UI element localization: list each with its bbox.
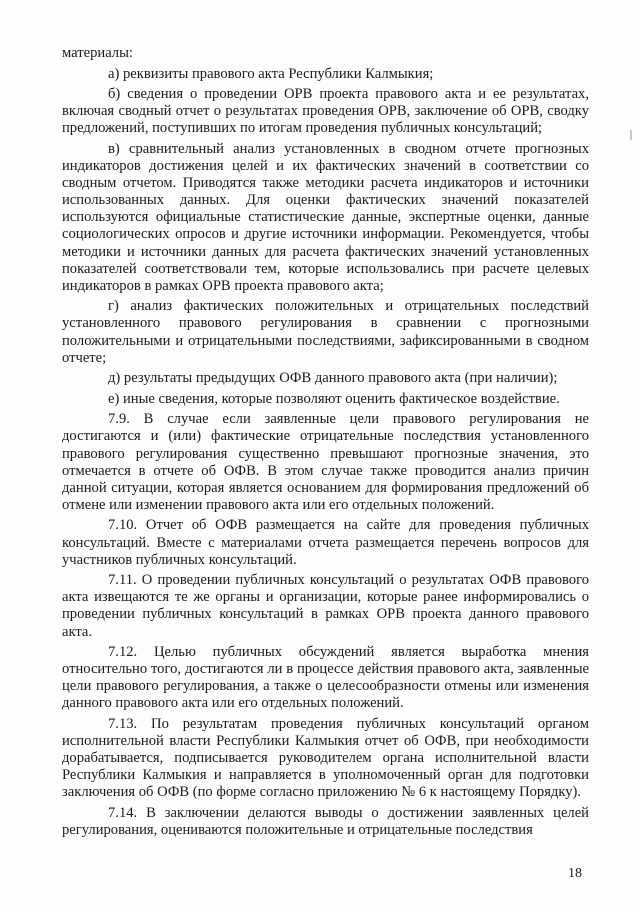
paragraph-item-a: а) реквизиты правового акта Республики Калмыкия; (108, 65, 434, 82)
paragraph-intro: материалы: (62, 45, 133, 61)
paragraph-7-11: 7.11. О проведении публичных консультаций о результатах ОФВ правового акта извещаются те же органы и организации, которые ранее информировались о проведении публичных консультаций в рамках ОРВ проекта данного правового акта. (62, 572, 589, 640)
paragraph-item-d: д) результаты предыдущих ОФВ данного правового акта (при наличии); (108, 370, 558, 387)
paragraph-item-e: е) иные сведения, которые позволяют оценить фактическое воздействие. (108, 390, 560, 407)
paragraph-item-b: б) сведения о проведении ОРВ проекта правового акта и ее результатах, включая сводный отчет о результатах проведения ОРВ, заключение об ОРВ, сводку предложений, поступивших по итогам проведения публичных консультаций; (62, 86, 589, 137)
paragraph-7-14: 7.14. В заключении делаются выводы о достижении заявленных целей регулирования, оцениваются положительные и отрицательные последствия (62, 804, 589, 839)
page-number: 18 (568, 866, 582, 881)
paragraph-7-13: 7.13. По результатам проведения публичных консультаций органом исполнительной власти Республики Калмыкия отчет об ОФВ, при необходимости дорабатывается, подписывается руководителем органа исполнительной власти Республики Калмыкия и направляется в уполномоченный орган для подготовки заключения об ОФВ (по форме согласно приложению № 6 к настоящему Порядку). (62, 715, 589, 801)
paragraph-7-10: 7.10. Отчет об ОФВ размещается на сайте для проведения публичных консультаций. Вместе с материалами отчета размещается перечень вопросов для участников публичных консультаций. (62, 517, 589, 568)
paragraph-item-v: в) сравнительный анализ установленных в сводном отчете прогнозных индикаторов достижения целей и их фактических значений в соответствии со сводным отчетом. Приводятся также методики расчета индикаторов и источники использованных данных. Для оценки фактических значений показателей используются официальные статистические данные, экспертные оценки, данные социологических опросов и другие источники информации. Рекомендуется, чтобы методики и источники данных для расчета фактических значений установленных показателей соответствовали тем, которые использовались при расчете целевых индикаторов в рамках ОРВ проекта правового акта; (62, 140, 589, 294)
paragraph-7-12: 7.12. Целью публичных обсуждений является выработка мнения относительно того, достигаются ли в процессе действия правового акта, заявленные цели правового регулирования, а также о целесообразности отмены или изменения данного правового акта или его отдельных положений. (62, 644, 589, 712)
paragraph-item-g: г) анализ фактических положительных и отрицательных последствий установленного правового регулирования в сравнении с прогнозными положительными и отрицательными последствиями, зафиксированными в сводном отчете; (62, 298, 589, 366)
paragraph-7-9: 7.9. В случае если заявленные цели правового регулирования не достигаются и (или) фактические отрицательные последствия установленного правового регулирования существенно превышают прогнозные значения, это отмечается в отчете об ОФВ. В этом случае также проводится анализ причин данной ситуации, которая является основанием для формирования предложений об отмене или изменении правового акта или его отдельных положений. (62, 411, 589, 513)
document-body (62, 45, 589, 843)
scan-edge-mark (630, 130, 632, 140)
